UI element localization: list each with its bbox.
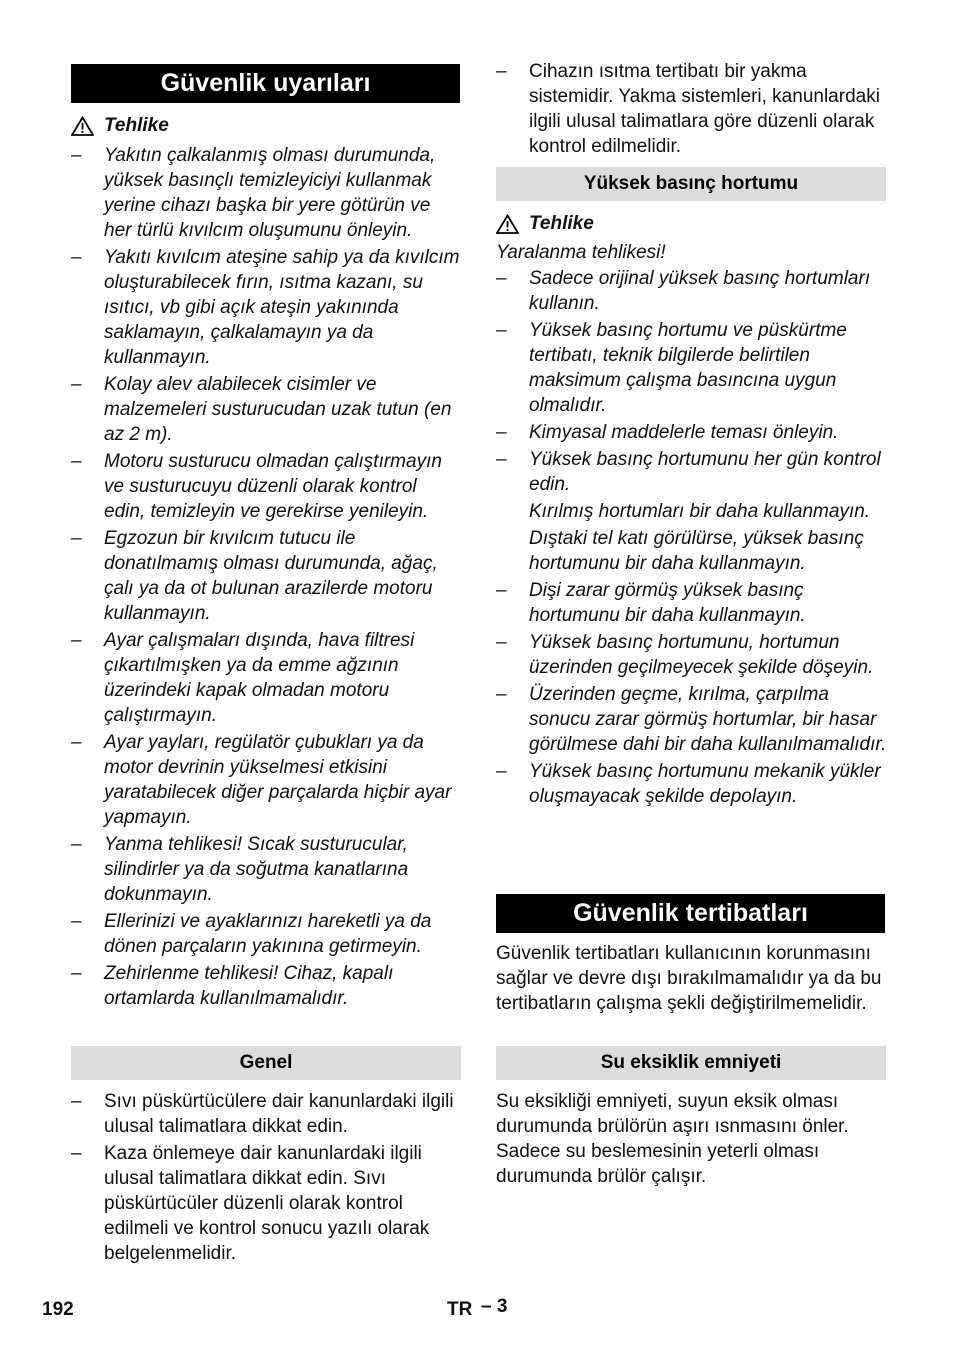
list-item-continuation: Kırılmış hortumları bir daha kullanmayın. — [529, 501, 871, 522]
warning-triangle-icon — [71, 116, 94, 136]
danger-label: Tehlike — [104, 115, 169, 136]
list-item: – Yakıtı kıvılcım ateşine sahip ya da kıvılcım oluşturabilecek fırın, ısıtma kazanı, su ısıtıcı, vb gibi açık ateşin yakınında saklamayın, çalkalamayın ya da kullanmayın. — [71, 247, 460, 368]
list-item: – Kolay alev alabilecek cisimler ve malzemeleri susturucudan uzak tutun (en az 2 m). — [71, 374, 452, 445]
list-item: – Ayar çalışmaları dışında, hava filtresi çıkartılmışken ya da emme ağzının üzerindeki kapak olmadan motoru çalıştırmayın. — [71, 630, 415, 726]
list-item: – Dişi zarar görmüş yüksek basınç hortumunu bir daha kullanmayın. — [496, 580, 806, 626]
list-item: – Sadece orijinal yüksek basınç hortumları kullanın. — [496, 268, 871, 314]
language-code: TR — [447, 1299, 473, 1320]
page-number: 192 — [42, 1299, 74, 1320]
list-item: – Motoru susturucu olmadan çalıştırmayın ve susturucuyu düzenli olarak kontrol edin, temizleyin ve gerekirse yenileyin. — [71, 451, 442, 522]
danger-label: Tehlike — [529, 213, 594, 234]
warning-triangle-icon — [496, 214, 519, 234]
heating-list — [496, 59, 888, 161]
water-shortage-text: Su eksikliği emniyeti, suyun eksik olması durumunda brülörün aşırı ısnmasını önler. Sadece su beslemesinin yeterli olması durumunda brülör çalışır. — [496, 1091, 849, 1187]
section-title-high-pressure-hose: Yüksek basınç hortumu — [496, 167, 886, 201]
list-item: – Yüksek basınç hortumunu mekanik yükler oluşmayacak şekilde depolayın. — [496, 761, 881, 807]
danger-warning — [71, 113, 169, 138]
section-title-safety-devices: Güvenlik tertibatları — [496, 894, 885, 933]
danger-list — [71, 143, 463, 1013]
list-item: – Cihazın ısıtma tertibatı bir yakma sistemidir. Yakma sistemleri, kanunlardaki ilgili ulusal talimatlara göre düzenli olarak kontrol edilmelidir. — [496, 61, 880, 157]
list-item: – Üzerinden geçme, kırılma, çarpılma sonucu zarar görmüş hortumlar, bir hasar görülmese dahi bir daha kullanılmamalıdır. — [496, 684, 887, 755]
list-item: – Yakıtın çalkalanmış olması durumunda, yüksek basınçlı temizleyiciyi kullanmak yerine cihazı başka bir yere götürün ve her türlü kıvılcım oluşumunu önleyin. — [71, 145, 436, 241]
injury-danger-text: Yaralanma tehlikesi! — [496, 242, 666, 263]
general-list — [71, 1089, 463, 1268]
hose-list — [496, 266, 888, 811]
list-item: – Egzozun bir kıvılcım tutucu ile donatılmamış olması durumunda, ağaç, çalı ya da ot bulunan arazilerde motoru kullanmayın. — [71, 528, 438, 624]
section-title-general: Genel — [71, 1046, 461, 1080]
list-item: – Sıvı püskürtücülere dair kanunlardaki ilgili ulusal talimatlara dikkat edin. — [71, 1091, 454, 1137]
section-title-water-shortage: Su eksiklik emniyeti — [496, 1046, 886, 1080]
list-item: – Yüksek basınç hortumunu her gün kontrol edin. Kırılmış hortumları bir daha kullanmayın. Dıştaki tel katı görülürse, yüksek basınç hortumunu bir daha kullanmayın. — [496, 447, 888, 576]
safety-devices-text: Güvenlik tertibatları kullanıcının korunmasını sağlar ve devre dışı bırakılmamalıdır ya da bu tertibatların çalışma şekli değiştirilmemelidir. — [496, 943, 882, 1014]
list-item: – Ayar yayları, regülatör çubukları ya da motor devrinin yükselmesi etkisini yaratabilecek diğer parçalarda hiçbir ayar yapmayın. — [71, 732, 452, 828]
section-page-number: – 3 — [481, 1296, 508, 1317]
list-item: – Kimyasal maddelerle teması önleyin. — [496, 422, 839, 443]
list-item: – Zehirlenme tehlikesi! Cihaz, kapalı ortamlarda kullanılmamalıdır. — [71, 963, 394, 1009]
list-item: – Ellerinizi ve ayaklarınızı hareketli ya da dönen parçaların yakınına getirmeyin. — [71, 911, 432, 957]
danger-warning — [496, 211, 594, 236]
list-item: – Kaza önlemeye dair kanunlardaki ilgili ulusal talimatlara dikkat edin. Sıvı püskürtücüler düzenli olarak kontrol edilmeli ve kontrol sonucu yazılı olarak belgelenmelidir. — [71, 1143, 430, 1264]
list-item: – Yanma tehlikesi! Sıcak susturucular, silindirler ya da soğutma kanatlarına dokunmayın. — [71, 834, 409, 905]
list-item: – Yüksek basınç hortumu ve püskürtme tertibatı, teknik bilgilerde belirtilen maksimum çalışma basıncına uygun olmalıdır. — [496, 320, 847, 416]
list-item: – Yüksek basınç hortumunu, hortumun üzerinden geçilmeyecek şekilde döşeyin. — [496, 632, 874, 678]
section-title-safety-warnings: Güvenlik uyarıları — [71, 64, 460, 103]
list-item-continuation: Dıştaki tel katı görülürse, yüksek basınç hortumunu bir daha kullanmayın. — [529, 528, 864, 574]
